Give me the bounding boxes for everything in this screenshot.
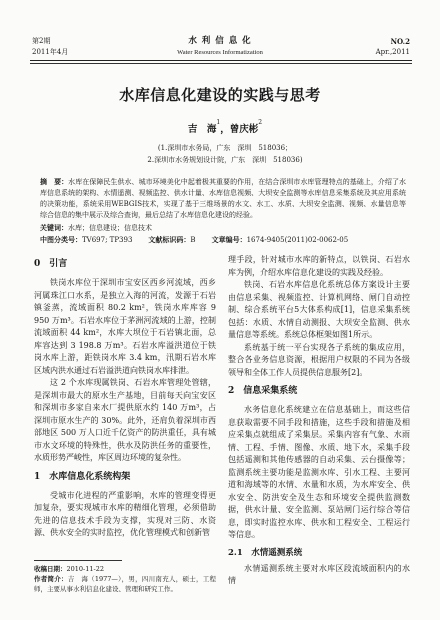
author-bio xyxy=(34,574,216,594)
author-separator: ， xyxy=(220,124,230,135)
paragraph-continued: 理手段，针对城市水库的新特点，以铁岗、石岩水库为例，介绍水库信息化建设的实践及经验。 xyxy=(228,255,410,277)
paragraph: 铁岗水库位于深圳市宝安区西乡河流域，西乡河属珠江口水系，是独立入海的河流，发源于石岩镇釜蒸，流域面积 80.2 km²，铁岗水库库容 9 950 万m³。石岩水库位于茅洲河流域的上游，控制流域面积 44 km²，水库大坝位于石岩镇北面，总库容达到 3 198.8 万m³。石岩水库溢洪道位于铁岗水库上游，距铁岗水库 3.4 km，汛期石岩水库区域内洪水通过石岩溢洪道向铁岗水库排泄。 xyxy=(34,278,216,375)
paragraph: 铁岗、石岩水库信息化系统总体方案设计主要由信息采集、视频监控、计算机网络、闸门自动控制、综合系统平台5大体系构成[1]，信息采集系统包括：水质、水情自动测报、大坝安全监测、供水量信息等系统。系统总体框架如图1所示。 xyxy=(228,280,410,339)
issue-number: 第2期 xyxy=(32,37,51,45)
keywords-label: 关键词： xyxy=(40,223,68,232)
received-label: 收稿日期： xyxy=(34,565,67,573)
header-right xyxy=(376,36,410,58)
paper-title: 水库信息化建设的实践与思考 xyxy=(119,86,321,104)
abstract-label: 摘 要： xyxy=(40,177,69,186)
keywords xyxy=(40,222,406,234)
issue-date-en: Apr.,2011 xyxy=(375,48,410,56)
abstract xyxy=(40,176,406,221)
issue-no: NO.2 xyxy=(390,37,410,46)
author-affil-mark: 1 xyxy=(216,119,221,126)
paragraph: 水情遥测系统主要对水库区段流域面积内的水情 xyxy=(228,563,410,585)
footnote-rule xyxy=(34,560,122,561)
section-heading-architecture: 1 水库信息化系统构架 xyxy=(34,471,131,482)
abstract-text: 水库在保障民生供水、城市环境美化中起着极其重要的作用，在结合深圳市水库管理特点的基础上，介绍了水库信息系统的架构、水情遥测、视频监控、供水计量、水库信息视频、大坝安全监测等水库信息采集系统及其应用系统的决策功能，系统采用WEBGIS技术，实现了基于三维场景的水文、水工、水质、大坝安全监测、视频、水量信息等综合信息的集中展示及综合查询，最后总结了水库信息化建设的经验。 xyxy=(40,178,407,219)
article-no-label: 文章编号： xyxy=(211,235,247,244)
issue-date-cn: 2011年4月 xyxy=(32,48,69,56)
doc-code: B xyxy=(190,236,196,244)
affiliation-1: (1.深圳市水务局，广东 深圳 518036； xyxy=(157,144,293,152)
received-value: 2010-11-22 xyxy=(66,565,104,573)
author-name: 吉 海 xyxy=(187,124,217,135)
author-affil-mark: 2 xyxy=(258,119,263,126)
bio-label: 作者简介： xyxy=(34,575,68,583)
left-column xyxy=(34,254,216,540)
paragraph: 受城市化进程的严重影响，水库的管理变得更加复杂，要实现城市水库的精细化管理，必须借助先进的信息技术手段为支撑，实现对三防、水资源、供水安全的实时监控，优化管理模式和创新管 xyxy=(34,490,216,537)
header-left xyxy=(32,36,68,58)
paragraph: 系统基于统一平台实现各子系统的集成应用，整合各业务信息资源，根据用户权限的不同为各级领导和全体工作人员提供信息服务[2]。 xyxy=(228,342,410,377)
header-center xyxy=(120,35,320,58)
paragraph: 水务信息化系统建立在信息基础上，而这些信息获取需要不同手段和措施，这些手段和措施及相应采集点就组成了采集层。采集内容有气象、水雨情、工程、手情、图像、水质、地下水，采集手段包括遥测和其他传感器的自动采集、云台摄像等；监测系统主要功能是监测水库、引水工程、主要河道和海域等的水情、水量和水质，为水库安全、供水安全、防洪安全及生态和环境安全提供监测数据，供水计量、安全监测、泵站闸门运行综合等信息，即实时监控水库、供水和工程安全、工程运行等信息。 xyxy=(228,405,410,539)
section-heading-collection: 2 信息采集系统 xyxy=(228,386,298,396)
author-name: 曾庆彬 xyxy=(229,124,259,135)
paragraph: 这 2 个水库现属铁岗、石岩水库管理处管辖，是深圳市最大的原水生产基地，目前每天向宝安区和深圳市多家自来水厂提供原水约 140 万m³，占深圳市原水生产的 30%。此外，还肩负着深圳市西部地区 500 万人口近千亿资产的防洪重任，具有城市水文环境的特殊性，供水及防洪任务的重要性，水质形势严峻性，库区周边环境的复杂性。 xyxy=(34,378,216,462)
doc-code-label: 文献标识码： xyxy=(148,235,191,244)
header-rule xyxy=(30,60,412,61)
received-date xyxy=(34,564,216,574)
right-column xyxy=(228,254,410,588)
clc-label: 中图分类号： xyxy=(40,235,82,244)
author-line xyxy=(0,121,440,135)
journal-name-cn: 水 利 信 息 化 xyxy=(188,36,252,46)
classification-line xyxy=(40,234,406,246)
header-rule-thin xyxy=(30,63,412,64)
affiliation-2: 2.深圳市水务规划设计院，广东 深圳 518036) xyxy=(147,156,303,164)
subsection-heading-telemetry: 2.1 水情遥测系统 xyxy=(228,547,303,558)
bio-text: 吉 海（1977—），男，四川南充人，硕士，工程师，主要从事水利信息化建设、管理和研究工作。 xyxy=(34,575,216,593)
footnote xyxy=(34,564,216,594)
clc-code: TV697; TP393 xyxy=(82,236,133,244)
section-heading-intro: 0 引言 xyxy=(34,259,68,269)
keywords-text: 水库；信息建设；信息技术 xyxy=(68,224,152,232)
journal-name-en: Water Resources Informatization xyxy=(177,49,263,56)
article-no: 1674-9405(2011)02-0062-05 xyxy=(246,236,349,244)
